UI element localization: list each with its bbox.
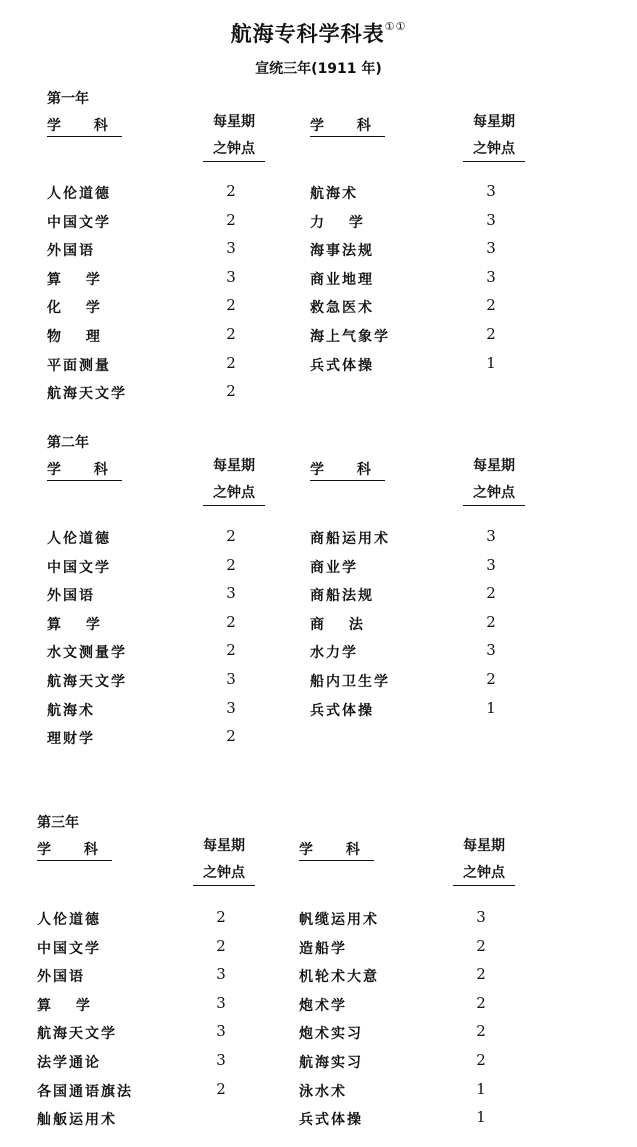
weekly-hours: 3 — [226, 267, 236, 286]
weekly-hours: 2 — [486, 296, 496, 315]
weekly-hours: 2 — [486, 670, 496, 688]
subject-name: 泳水术 — [299, 1083, 347, 1100]
hours-header-line1: 每星期 — [213, 114, 255, 130]
weekly-hours: 2 — [226, 382, 236, 401]
subject-name: 帆缆运用术 — [299, 912, 379, 928]
weekly-hours: 3 — [486, 267, 496, 286]
weekly-hours: 2 — [226, 353, 236, 372]
subject-name: 外国语 — [47, 243, 95, 260]
hours-header-line2: 之钟点 — [463, 137, 525, 162]
page-title: 航海专科学科表①① — [230, 20, 407, 46]
weekly-hours: 2 — [226, 641, 236, 660]
weekly-hours: 2 — [216, 908, 226, 926]
subject-name: 中国文学 — [47, 214, 111, 231]
hours-header — [453, 832, 515, 886]
hours-header — [193, 832, 255, 886]
weekly-hours: 1 — [476, 1108, 486, 1127]
weekly-hours: 3 — [486, 527, 496, 545]
subject-name: 算 学 — [47, 616, 110, 633]
subject-name: 中国文学 — [37, 940, 101, 957]
year-label: 第三年 — [37, 815, 79, 831]
subject-header: 学 科 — [47, 115, 122, 137]
weekly-hours: 3 — [226, 670, 236, 688]
hours-header — [203, 452, 265, 506]
weekly-hours: 1 — [476, 1079, 486, 1098]
subject-name: 航海天文学 — [47, 674, 127, 690]
subject-name: 人伦道德 — [37, 912, 101, 928]
subject-name: 商船法规 — [310, 588, 374, 605]
subject-name: 兵式体操 — [299, 1112, 363, 1129]
subject-name: 海事法规 — [310, 243, 374, 260]
weekly-hours: 2 — [226, 182, 236, 200]
subject-name: 救急医术 — [310, 300, 374, 317]
weekly-hours: 3 — [216, 993, 226, 1012]
weekly-hours: 2 — [476, 936, 486, 955]
year-label: 第一年 — [47, 91, 89, 107]
subject-name: 商业学 — [310, 559, 358, 576]
subject-name: 水文测量学 — [47, 645, 127, 662]
hours-header — [203, 108, 265, 162]
subject-name: 中国文学 — [47, 559, 111, 576]
subject-name: 船内卫生学 — [310, 674, 390, 690]
weekly-hours: 2 — [226, 527, 236, 545]
subject-header: 学 科 — [299, 839, 374, 861]
subject-name: 外国语 — [47, 588, 95, 605]
hours-header-line2: 之钟点 — [203, 481, 265, 506]
subject-header: 学 科 — [310, 115, 385, 137]
weekly-hours: 2 — [486, 584, 496, 603]
hours-header — [463, 452, 525, 506]
weekly-hours: 2 — [486, 612, 496, 631]
weekly-hours: 2 — [226, 612, 236, 631]
subject-name: 舢舨运用术 — [37, 1112, 117, 1129]
weekly-hours: 2 — [476, 993, 486, 1012]
subject-name: 商船运用术 — [310, 531, 390, 547]
subject-name: 机轮术大意 — [299, 969, 379, 986]
weekly-hours: 3 — [486, 555, 496, 574]
hours-header-line1: 每星期 — [473, 458, 515, 474]
subject-name: 海上气象学 — [310, 329, 390, 345]
subject-name: 各国通语旗法 — [37, 1083, 133, 1100]
weekly-hours: 2 — [216, 936, 226, 955]
subject-name: 兵式体操 — [310, 702, 374, 719]
weekly-hours: 2 — [476, 1022, 486, 1041]
subject-name: 物 理 — [47, 329, 110, 345]
weekly-hours: 2 — [226, 727, 236, 746]
hours-header — [463, 108, 525, 162]
weekly-hours: 2 — [476, 965, 486, 984]
weekly-hours: 2 — [476, 1051, 486, 1069]
subject-name: 算 学 — [37, 997, 100, 1014]
subject-name: 航海天文学 — [37, 1026, 117, 1043]
weekly-hours: 2 — [226, 296, 236, 315]
hours-header-line2: 之钟点 — [193, 861, 255, 886]
subject-name: 法学通论 — [37, 1055, 101, 1071]
subject-name: 算 学 — [47, 271, 110, 288]
weekly-hours: 3 — [486, 182, 496, 200]
weekly-hours: 3 — [216, 1051, 226, 1069]
subject-name: 水力学 — [310, 645, 358, 662]
weekly-hours: 3 — [226, 239, 236, 258]
subject-header: 学 科 — [47, 459, 122, 481]
hours-header-line2: 之钟点 — [463, 481, 525, 506]
weekly-hours: 3 — [216, 965, 226, 984]
weekly-hours: 2 — [226, 325, 236, 343]
subject-header: 学 科 — [310, 459, 385, 481]
weekly-hours: 3 — [476, 908, 486, 926]
weekly-hours: 3 — [226, 698, 236, 717]
subject-name: 造船学 — [299, 940, 347, 957]
subject-name: 商业地理 — [310, 271, 374, 288]
subject-name: 平面测量 — [47, 357, 111, 374]
weekly-hours: 3 — [486, 239, 496, 258]
subject-name: 人伦道德 — [47, 186, 111, 202]
subject-name: 航海实习 — [299, 1055, 363, 1071]
subject-name: 炮术实习 — [299, 1026, 363, 1043]
subject-name: 商 法 — [310, 616, 373, 633]
hours-header-line1: 每星期 — [463, 838, 505, 854]
weekly-hours: 2 — [486, 325, 496, 343]
page-subtitle: 宣统三年(1911 年) — [255, 61, 382, 77]
weekly-hours: 3 — [226, 584, 236, 603]
weekly-hours: 1 — [486, 698, 496, 717]
weekly-hours: 3 — [216, 1022, 226, 1041]
subject-name: 炮术学 — [299, 997, 347, 1014]
subject-name: 航海天文学 — [47, 386, 127, 403]
hours-header-line2: 之钟点 — [453, 861, 515, 886]
hours-header-line2: 之钟点 — [203, 137, 265, 162]
subject-name: 兵式体操 — [310, 357, 374, 374]
subject-name: 航海术 — [310, 186, 358, 202]
subject-name: 化 学 — [47, 300, 110, 317]
subject-name: 航海术 — [47, 702, 95, 719]
weekly-hours: 3 — [486, 210, 496, 229]
subject-name: 力 学 — [310, 214, 373, 231]
weekly-hours: 3 — [486, 641, 496, 660]
weekly-hours: 1 — [486, 353, 496, 372]
footnote-mark: ①① — [384, 20, 407, 33]
subject-name: 外国语 — [37, 969, 85, 986]
hours-header-line1: 每星期 — [473, 114, 515, 130]
hours-header-line1: 每星期 — [203, 838, 245, 854]
weekly-hours: 2 — [226, 210, 236, 229]
subject-name: 人伦道德 — [47, 531, 111, 547]
year-label: 第二年 — [47, 435, 89, 451]
weekly-hours: 2 — [226, 555, 236, 574]
weekly-hours: 2 — [216, 1079, 226, 1098]
subject-header: 学 科 — [37, 839, 112, 861]
hours-header-line1: 每星期 — [213, 458, 255, 474]
subject-name: 理财学 — [47, 731, 95, 748]
